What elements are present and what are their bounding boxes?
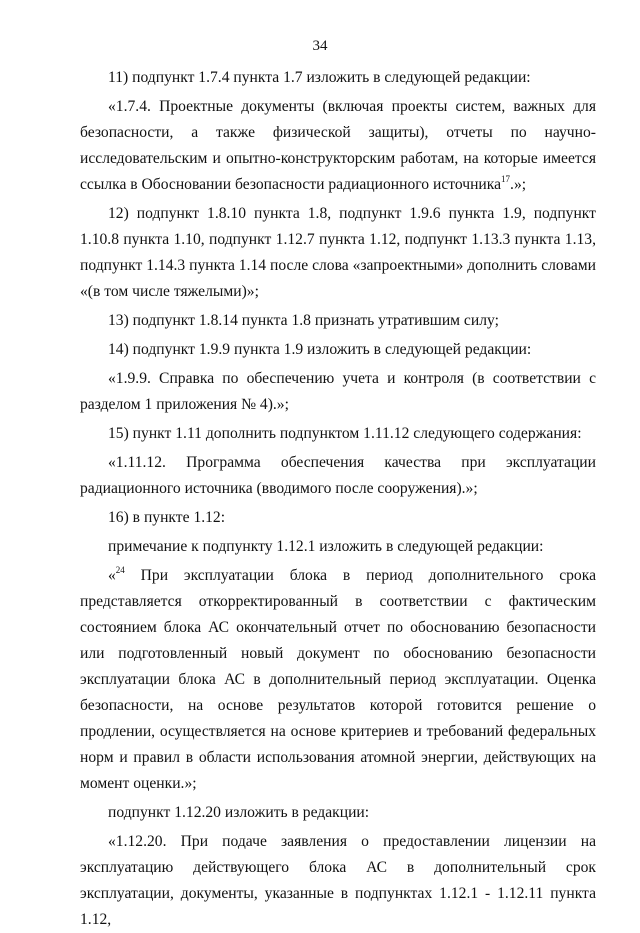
paragraph-item-13: 13) подпункт 1.8.14 пункта 1.8 признать утратившим силу; — [108, 312, 499, 329]
paragraph-quote-note-24 — [80, 563, 596, 797]
paragraph-quote-1-12-20: «1.12.20. При подаче заявления о предоставлении лицензии на эксплуатацию действующего блока АС в дополнительный срок эксплуатации, документы, указанные в подпунктах 1.12.1 - 1.12.11 пункта 1.12, — [80, 833, 596, 928]
paragraph-item-16: 16) в пункте 1.12: — [108, 509, 226, 526]
paragraph-item-12: 12) подпункт 1.8.10 пункта 1.8, подпункт 1.9.6 пункта 1.9, подпункт 1.10.8 пункта 1.10, подпункт 1.12.7 пункта 1.12, подпункт 1.13.3 пункта 1.13, подпункт 1.14.3 пункта 1.14 после слова «запроектными» дополнить словами «(в том числе тяжелыми)»; — [80, 205, 596, 300]
paragraph-text-end: .»; — [510, 176, 527, 193]
paragraph-text-end: При эксплуатации блока в период дополнительного срока представляется откорректированный в соответствии с фактическим состоянием блока АС окончательный отчет по обоснованию безопасности или подготовленный новый документ по обоснованию безопасности эксплуатации блока АС в дополнительный период эксплуатации. Оценка безопасности, на основе результатов которой готовится решение о продлении, осуществляется на основе критериев и требований федеральных норм и правил в области использования атомной энергии, действующих на момент оценки.»; — [80, 567, 596, 792]
paragraph-text: «1.7.4. Проектные документы (включая проекты систем, важных для безопасности, а также физической защиты), отчеты по научно-исследовательским и опытно-конструкторским работам, на которые имеется ссылка в Обосновании безопасности радиационного источника — [80, 98, 596, 193]
footnote-marker: 17 — [501, 174, 511, 184]
paragraph-item-14: 14) подпункт 1.9.9 пункта 1.9 изложить в следующей редакции: — [108, 341, 532, 358]
paragraph-subitem-1-12-20: подпункт 1.12.20 изложить в редакции: — [108, 804, 370, 821]
paragraph-item-15: 15) пункт 1.11 дополнить подпунктом 1.11.12 следующего содержания: — [108, 425, 582, 442]
footnote-marker: 24 — [115, 565, 125, 575]
page-number: 34 — [312, 38, 328, 54]
paragraph-quote-1-9-9: «1.9.9. Справка по обеспечению учета и контроля (в соответствии с разделом 1 приложения № 4).»; — [80, 370, 596, 413]
paragraph-quote-1-11-12: «1.11.12. Программа обеспечения качества при эксплуатации радиационного источника (вводимого после сооружения).»; — [80, 454, 596, 497]
paragraph-quote-1-7-4 — [80, 94, 596, 198]
paragraph-item-11: 11) подпункт 1.7.4 пункта 1.7 изложить в следующей редакции: — [108, 69, 531, 86]
document-body — [80, 62, 596, 933]
paragraph-note-1-12-1: примечание к подпункту 1.12.1 изложить в следующей редакции: — [108, 538, 544, 555]
paragraph-text: « — [108, 567, 116, 584]
